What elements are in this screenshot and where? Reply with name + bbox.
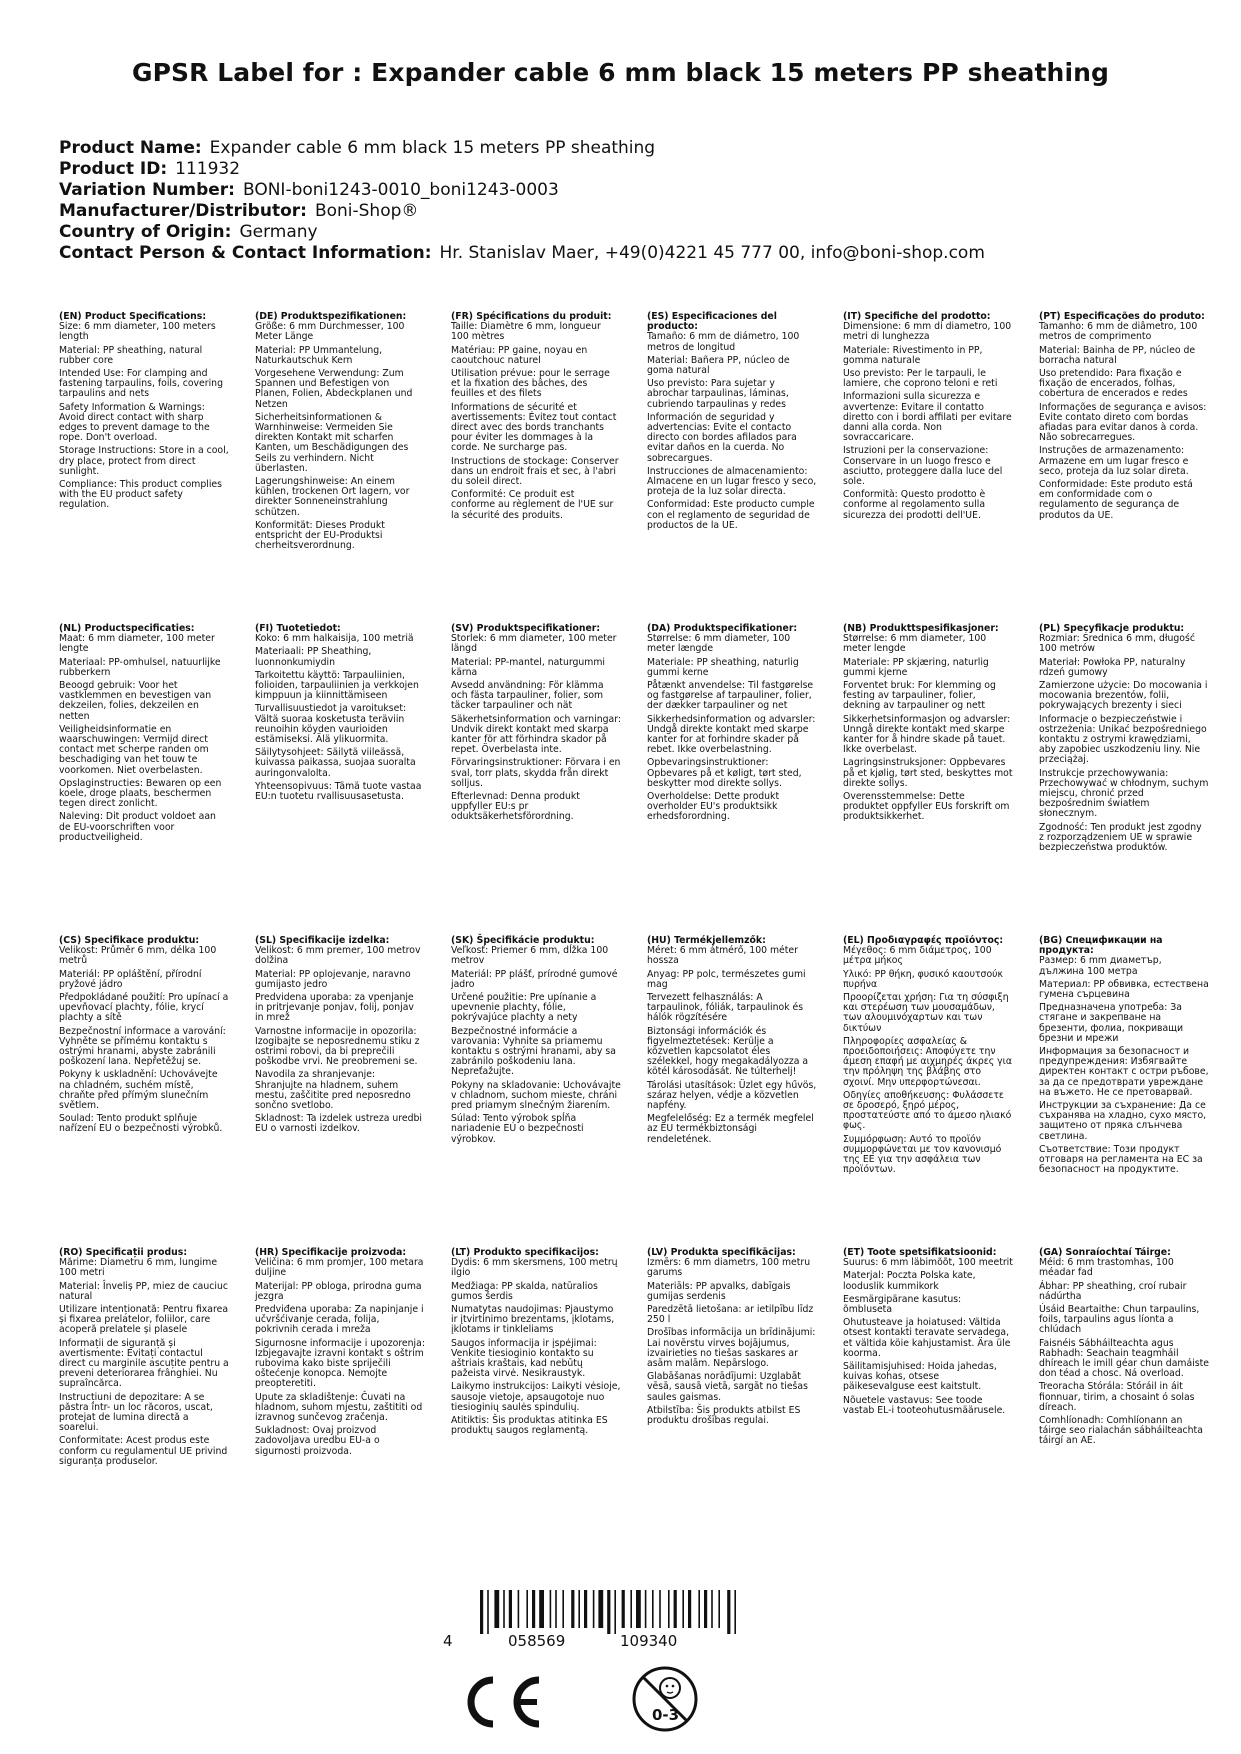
spec-heading: (NL) Productspecificaties:	[59, 623, 195, 634]
barcode-bar	[652, 1590, 654, 1628]
spec-heading: (SK) Špecifikácie produktu:	[451, 935, 595, 946]
spec-line: Skladnost: Ta izdelek ustreza uredbi EU o varnosti izdelkov.	[255, 1113, 423, 1135]
spec-line: Material: Bañera PP, núcleo de goma natural	[647, 354, 790, 377]
spec-heading: (BG) Спецификации на продукта:	[1039, 935, 1163, 957]
spec-line: Conformidade: Este produto está em conformidade com o regulamento de segurança de produtos da UE.	[1039, 479, 1193, 521]
spec-line: Drošības informācija un brīdinājumi: Lai novērstu virves bojājumus, izvairieties no tiešas saskares ar asām malām. Nepārslogo.	[647, 1327, 816, 1370]
spec-line: Anyag: PP polc, természetes gumi mag	[647, 968, 806, 990]
spec-line: Conformidad: Este producto cumple con el reglamento de seguridad de productos de la UE.	[647, 499, 815, 531]
spec-block	[59, 936, 229, 1138]
spec-line: Conformità: Questo prodotto è conforme al regolamento sulla sicurezza dei prodotti dell'UE.	[843, 489, 986, 521]
spec-line: Suurus: 6 mm läbimõõt, 100 meetrit	[843, 1257, 1013, 1269]
barcode-bar	[518, 1590, 520, 1628]
spec-line: Numatytas naudojimas: Pjaustymo ir įtvirtinimo brezentams, įklotams, įklotams ir tinkleliams	[451, 1304, 615, 1336]
spec-line: Velikost: 6 mm premer, 100 metrov dolžina	[255, 945, 421, 967]
spec-block	[451, 624, 621, 826]
spec-line: Biztonsági információk és figyelmeztetések: Kerülje a közvetlen kapcsolatot éles szélekkel, hogy megakadályozza a kötél károsodását. Ne túlterhelj!	[647, 1025, 809, 1078]
spec-line: Eesmärgipärane kasutus: õmbluseta	[843, 1293, 962, 1316]
spec-line: Saugos informacija ir įspėjimai: Venkite tiesioginio kontakto su aštriais kraštais, kad nebūtų pažeista virvė. Nesikraustyk.	[451, 1337, 597, 1380]
info-label: Contact Person & Contact Information:	[59, 243, 432, 263]
spec-line: Veľkosť: Priemer 6 mm, dĺžka 100 metrov	[451, 945, 609, 967]
spec-line: Størrelse: 6 mm diameter, 100 meter lengde	[843, 633, 987, 655]
info-label: Variation Number:	[59, 180, 235, 200]
spec-line: Conformité: Ce produit est conforme au règlement de l'UE sur la sécurité des produits.	[451, 489, 614, 521]
spec-line: Instrucciones de almacenamiento: Almacene en un lugar fresco y seco, proteja de la luz solar directa.	[647, 465, 817, 498]
info-label: Country of Origin:	[59, 222, 232, 242]
spec-line: Zamierzone użycie: Do mocowania i mocowania brezentów, folii, pokrywających brezenty i sieci	[1039, 680, 1208, 712]
spec-line: Naleving: Dit product voldoet aan de EU-voorschriften voor productveiligheid.	[59, 811, 216, 843]
spec-line: Conformitate: Acest produs este conform cu regulamentul UE privind siguranța produselor.	[59, 1435, 228, 1467]
barcode-bar	[584, 1590, 587, 1628]
spec-line: Intended Use: For clamping and fastening tarpaulins, foils, covering tarpaulins and nets	[59, 368, 223, 400]
info-label: Product Name:	[59, 138, 202, 158]
spec-line: Storage Instructions: Store in a cool, dry place, protect from direct sunlight.	[59, 445, 229, 477]
barcode-bar	[487, 1590, 489, 1634]
spec-line: Paredzētā lietošana: ar ietilpību līdz 250 l	[647, 1304, 814, 1326]
spec-line: Informations de sécurité et avertissements: Évitez tout contact direct avec des bords tranchants pour éviter les dommages à la corde. Ne surcharge pas.	[451, 401, 617, 454]
spec-heading: (PL) Specyfikacje produktu:	[1039, 623, 1185, 634]
info-value: Expander cable 6 mm black 15 meters PP sheathing	[209, 138, 656, 158]
spec-line: Materiaal: PP-omhulsel, natuurlijke rubberkern	[59, 656, 221, 678]
spec-heading: (RO) Specificații produs:	[59, 1247, 188, 1258]
barcode-bar	[539, 1590, 544, 1628]
spec-line: Lagerungshinweise: An einem kühlen, trockenen Ort lagern, vor direkter Sonneneinstrahlung schützen.	[255, 476, 410, 518]
spec-line: Μέγεθος: 6 mm διάμετρος, 100 μέτρα μήκος	[843, 945, 992, 967]
spec-line: Dydis: 6 mm skersmens, 100 metrų ilgio	[451, 1257, 618, 1279]
spec-line: Οδηγίες αποθήκευσης: Φυλάσσετε σε δροσερό, ξηρό μέρος, προστατεύστε από το άμεσο ηλιακό φως.	[843, 1089, 1012, 1132]
spec-line: Overholdelse: Dette produkt overholder EU's produktsikk erhedsforordning.	[647, 791, 780, 823]
spec-line: Dimensione: 6 mm di diametro, 100 metri di lunghezza	[843, 321, 1012, 343]
spec-block	[255, 312, 425, 554]
barcode-bar	[532, 1590, 535, 1628]
spec-line: Glabāšanas norādījumi: Uzglabāt vēsā, sausā vietā, sargāt no tiešas saules gaismas.	[647, 1371, 808, 1403]
spec-block	[255, 936, 425, 1138]
spec-line: Rozmiar: Średnica 6 mm, długość 100 metrów	[1039, 633, 1195, 655]
spec-line: Súlad: Tento výrobok spĺňa nariadenie EÚ o bezpečnosti výrobkov.	[451, 1113, 584, 1145]
spec-line: Vorgesehene Verwendung: Zum Spannen und Befestigen von Planen, Folien, Abdeckplanen und Netzen	[255, 368, 413, 410]
spec-line: Предназначена употреба: За стягане и закрепване на брезенти, фолиа, покриващи брезни и мрежи	[1039, 1002, 1183, 1044]
barcode-bar	[636, 1590, 641, 1628]
ce-mark-icon	[455, 1672, 545, 1732]
spec-line: Информация за безопасност и предупреждения: Избягвайте директен контакт с остри ръбове, за да се предотврати увреждане на въжето. Не се претоварвай.	[1039, 1046, 1209, 1098]
spec-line: Maat: 6 mm diameter, 100 meter lengte	[59, 633, 215, 655]
spec-block	[451, 312, 621, 524]
barcode	[440, 1590, 780, 1634]
spec-line: Material: PP Ummantelung, Naturkautschuk Kern	[255, 344, 383, 366]
spec-line: Uso previsto: Para sujetar y abrochar tarpaulinas, láminas, cubriendo tarpaulinas y redes	[647, 378, 789, 410]
spec-line: Säilytysohjeet: Säilytä viileässä, kuivassa paikassa, suojaa suoralta auringonvalolta.	[255, 747, 416, 779]
spec-line: Veličina: 6 mm promjer, 100 metara duljine	[255, 1257, 424, 1279]
age-label: 0-3	[652, 1706, 680, 1724]
spec-heading: (EN) Product Specifications:	[59, 311, 207, 322]
spec-line: Säkerhetsinformation och varningar: Undvik direkt kontakt med skarpa kanter för att förhindra skador på repet. Överbelasta inte.	[451, 713, 622, 756]
spec-line: Säilitamisjuhised: Hoida jahedas, kuivas kohas, otsese päikesevalguse eest kaitstult.	[843, 1361, 997, 1393]
spec-line: Předpokládané použití: Pro upínací a upevňovací plachty, fólie, krycí plachty a sítě	[59, 992, 229, 1024]
spec-line: Material: PP sheathing, natural rubber core	[59, 344, 203, 366]
spec-line: Uso pretendido: Para fixação e fixação de encerados, folhas, cobertura de encerados e redes	[1039, 368, 1188, 400]
spec-line: Upute za skladištenje: Čuvati na hladnom, suhom mjestu, zaštititi od izravnog sunčevog zračenja.	[255, 1391, 423, 1424]
barcode-bar	[614, 1590, 616, 1634]
barcode-bar	[494, 1590, 499, 1628]
spec-block	[255, 1248, 425, 1460]
spec-line: Προορίζεται χρήση: Για τη σύσφιξη και στερέωση των μουσαμάδων, των αλουμινόχαρτων και των δικτύων	[843, 992, 1009, 1034]
barcode-bar	[734, 1590, 736, 1634]
spec-block	[59, 312, 229, 514]
spec-line: Overensstemmelse: Dette produktet oppfyller EUs forskrift om produktsikkerhet.	[843, 791, 1010, 823]
spec-block	[647, 624, 817, 826]
barcode-bar	[727, 1590, 730, 1634]
spec-line: Storlek: 6 mm diameter, 100 meter längd	[451, 633, 617, 655]
spec-line: Pokyny na skladovanie: Uchovávajte v chladnom, suchom mieste, chráni pred priamym slnečným žiarením.	[451, 1079, 621, 1112]
spec-block	[843, 936, 1013, 1178]
spec-line: Méid: 6 mm trastomhas, 100 méadar fad	[1039, 1257, 1174, 1279]
spec-line: Påtænkt anvendelse: Til fastgørelse og fastgørelse af tarpauliner, folier, der dækker tarpauliner og net	[647, 680, 814, 712]
spec-line: Sukladnost: Ovaj proizvod zadovoljava uredbu EU-a o sigurnosti proizvoda.	[255, 1425, 380, 1457]
info-row	[59, 201, 985, 222]
spec-line: Velikost: Průměr 6 mm, délka 100 metrů	[59, 945, 217, 967]
barcode-bar	[562, 1590, 564, 1628]
barcode-bar	[698, 1590, 700, 1628]
info-value: 111932	[175, 159, 241, 179]
spec-line: Opbevaringsinstruktioner: Opbevares på et køligt, tørt sted, beskytter mod direkte sollys.	[647, 757, 802, 789]
spec-line: Soulad: Tento produkt splňuje nařízení EU o bezpečnosti výrobků.	[59, 1113, 223, 1135]
spec-line: Avsedd användning: För klämma och fästa tarpauliner, folier, som täcker tarpauliner och nät	[451, 680, 604, 712]
spec-line: Materiale: PP sheathing, naturlig gummi kerne	[647, 656, 799, 678]
spec-block	[59, 624, 229, 846]
spec-line: Laikymo instrukcijos: Laikyti vėsioje, sausoje vietoje, apsaugotoje nuo tiesioginių saulės spindulių.	[451, 1381, 621, 1413]
spec-line: Πληροφορίες ασφαλείας & προειδοποιήσεις: Αποφύγετε την άμεση επαφή με αιχμηρές άκρες για την πρόληψη της βλάβης στο σχοινί. Μην υπερφορτώνεσαι.	[843, 1035, 1012, 1088]
spec-line: Ábhar: PP sheathing, croí rubair nádúrtha	[1039, 1280, 1187, 1302]
spec-line: Utilizare intenționată: Pentru fixarea și fixarea prelatelor, foliilor, care acoperă prelatele și plasele	[59, 1304, 229, 1336]
spec-heading: (SL) Specifikacije izdelka:	[255, 935, 390, 946]
barcode-bar	[718, 1590, 720, 1628]
spec-line: Konformität: Dieses Produkt entspricht der EU-Produktsi cherheitsverordnung.	[255, 519, 385, 552]
spec-line: Size: 6 mm diameter, 100 meters length	[59, 321, 216, 343]
spec-line: Material: Bainha de PP, núcleo de borracha natural	[1039, 344, 1196, 366]
spec-block	[843, 624, 1013, 826]
barcode-bar	[571, 1590, 574, 1628]
spec-line: Materiaali: PP Sheathing, luonnonkumiydin	[255, 646, 372, 668]
spec-line: Predvidena uporaba: za vpenjanje in pritrjevanje ponjav, folij, ponjav in mrež	[255, 992, 414, 1024]
spec-heading: (ET) Toote spetsifikatsioonid:	[843, 1247, 997, 1258]
spec-heading: (LV) Produkta specifikācijas:	[647, 1247, 796, 1258]
page-title: GPSR Label for : Expander cable 6 mm black 15 meters PP sheathing	[131, 58, 1110, 87]
info-row	[59, 138, 985, 159]
spec-heading: (SV) Produktspecifikationer:	[451, 623, 601, 634]
info-row	[59, 180, 985, 201]
spec-line: Förvaringsinstruktioner: Förvara i en sval, torr plats, skydda från direkt solljus.	[451, 757, 621, 789]
spec-heading: (GA) Sonraíochtaí Táirge:	[1039, 1247, 1171, 1258]
spec-line: Información de seguridad y advertencias: Evite el contacto directo con bordes afilados para evitar daños en la cuerda. No sobrecargues.	[647, 411, 797, 464]
spec-heading: (PT) Especificações do produto:	[1039, 311, 1205, 322]
spec-line: Safety Information & Warnings: Avoid direct contact with sharp edges to prevent damage to the rope. Don't overload.	[59, 401, 210, 444]
spec-block	[1039, 312, 1209, 524]
info-value: Boni-Shop®	[314, 201, 419, 221]
info-value: Hr. Stanislav Maer, +49(0)4221 45 777 00, info@boni-shop.com	[439, 243, 985, 263]
spec-line: Zgodność: Ten produkt jest zgodny z rozporządzeniem UE w sprawie bezpieczeństwa produktów.	[1039, 821, 1202, 854]
spec-block	[843, 1248, 1013, 1419]
spec-heading: (EL) Προδιαγραφές προϊόντος:	[843, 935, 1004, 946]
spec-line: Izmērs: 6 mm diametrs, 100 metru garums	[647, 1257, 811, 1279]
spec-line: Größe: 6 mm Durchmesser, 100 Meter Länge	[255, 321, 405, 343]
spec-line: Sigurnosne informacije i upozorenja: Izbjegavajte izravni kontakt s oštrim rubovima kako biste spriječili oštećenje konopca. Nemojte preopteretiti.	[255, 1337, 425, 1390]
spec-line: Varnostne informacije in opozorila: Izogibajte se neposrednemu stiku z ostrimi robovi, da bi preprečili poškodbe vrvi. Ne preobremeni se.	[255, 1025, 420, 1068]
spec-line: Informacje o bezpieczeństwie i ostrzeżenia: Unikać bezpośredniego kontaktu z ostrymi krawędziami, aby zapobiec uszkodzeniu liny. Nie przeciążaj.	[1039, 713, 1207, 766]
spec-line: Turvallisuustiedot ja varoitukset: Vältä suoraa kosketusta teräviin reunoihin köyden vaurioiden estämiseksi. Älä ylikuormita.	[255, 703, 407, 746]
age-warning-icon	[630, 1664, 700, 1734]
spec-line: Instructions de stockage: Conserver dans un endroit frais et sec, à l'abri du soleil direct.	[451, 455, 619, 488]
spec-heading: (HR) Specifikacije proizvoda:	[255, 1247, 407, 1258]
spec-line: Материал: PP обвивка, естествена гумена сърцевина	[1039, 978, 1209, 1001]
spec-block	[451, 936, 621, 1148]
info-value: Germany	[239, 222, 318, 242]
spec-line: Yhteensopivuus: Tämä tuote vastaa EU:n tuotetu rvallisuusasetusta.	[255, 780, 422, 803]
spec-line: Predviđena uporaba: Za napinjanje i učvršćivanje cerada, folija, pokrivnih cerada i mreža	[255, 1304, 424, 1336]
spec-line: Materiał: Powłoka PP, naturalny rdzeń gumowy	[1039, 656, 1186, 678]
barcode-bar	[622, 1590, 625, 1628]
spec-line: Nõuetele vastavus: See toode vastab EL-i tooteohutusmäärusele.	[843, 1394, 1006, 1416]
barcode-bar	[550, 1590, 552, 1628]
spec-line: Opslaginstructies: Bewaren op een koele, droge plaats, beschermen tegen direct zonlicht.	[59, 777, 222, 810]
spec-line: Efterlevnad: Denna produkt uppfyller EU:s pr oduktsäkerhetsförordning.	[451, 791, 580, 823]
spec-line: Uso previsto: Per le tarpauli, le lamiere, che coprono teloni e reti	[843, 368, 998, 390]
spec-line: Størrelse: 6 mm diameter, 100 meter længde	[647, 633, 791, 655]
spec-heading: (DA) Produktspecifikationer:	[647, 623, 798, 634]
spec-line: Sicherheitsinformationen & Warnhinweise: Vermeiden Sie direkten Kontakt mit scharfen Kanten, um Beschädigungen des Seils zu verhindern. Nicht überlasten.	[255, 411, 409, 474]
spec-line: Compliance: This product complies with the EU product safety regulation.	[59, 479, 222, 511]
barcode-bar	[480, 1590, 483, 1634]
info-row	[59, 159, 985, 180]
spec-block	[1039, 624, 1209, 856]
spec-line: Comhlíonadh: Comhlíonann an táirge seo rialachán sábháilteachta táirgí an AE.	[1039, 1415, 1203, 1447]
spec-line: Informações de segurança e avisos: Evite contato direto com bordas afiadas para evitar danos à corda. Não sobrecarregues.	[1039, 401, 1207, 444]
info-label: Product ID:	[59, 159, 168, 179]
spec-heading: (HU) Termékjellemzők:	[647, 935, 766, 946]
spec-line: Atbilstība: Šis produkts atbilst ES produktu drošības regulai.	[647, 1404, 801, 1427]
spec-line: Instruções de armazenamento: Armazene em um lugar fresco e seco, proteja da luz solar direta.	[1039, 445, 1189, 477]
spec-line: Materijal: PP obloga, prirodna guma jezgra	[255, 1280, 422, 1302]
spec-heading: (NB) Produkttspesifikasjoner:	[843, 623, 999, 634]
spec-line: Istruzioni per la conservazione: Conservare in un luogo fresco e asciutto, proteggere dalla luce del sole.	[843, 445, 1003, 488]
product-info	[59, 138, 985, 264]
barcode-bar	[555, 1590, 557, 1628]
barcode-bar	[578, 1590, 580, 1628]
spec-block	[255, 624, 425, 805]
spec-block	[1039, 1248, 1209, 1450]
barcode-bar	[503, 1590, 505, 1628]
spec-line: Lagringsinstruksjoner: Oppbevares på et kjølig, tørt sted, beskyttes mot direkte sollys.	[843, 757, 1013, 789]
spec-line: Materiál: PP plášť, prírodné gumové jadro	[451, 968, 618, 990]
spec-line: Megfelelőség: Ez a termék megfelel az EU termékbiztonsági rendeletének.	[647, 1113, 814, 1145]
barcode-digits-left: 058569	[508, 1632, 566, 1650]
spec-heading: (CS) Specifikace produktu:	[59, 935, 200, 946]
info-value: BONI-boni1243-0010_boni1243-0003	[242, 180, 559, 200]
spec-line: Informazioni sulla sicurezza e avvertenze: Evitare il contatto diretto con i bordi affilati per evitare danni alla corda. Non sovraccaricare.	[843, 391, 1012, 444]
spec-line: Veiligheidsinformatie en waarschuwingen: Vermijd direct contact met scherpe randen om beschadiging van het touw te voorkomen. Niet overbelasten.	[59, 723, 209, 776]
spec-line: Bezpečnostní informace a varování: Vyhněte se přímému kontaktu s ostrými hranami, abyste zabránili poškození lana. Nepřetěžuj se.	[59, 1025, 226, 1068]
spec-line: Utilisation prévue: pour le serrage et la fixation des bâches, des feuilles et des filets	[451, 368, 610, 400]
barcode-bar	[704, 1590, 707, 1628]
barcode-digit-first: 4	[443, 1632, 453, 1650]
barcode-bar	[711, 1590, 713, 1628]
barcode-bar	[607, 1590, 610, 1634]
spec-line: Koko: 6 mm halkaisija, 100 metriä	[255, 633, 414, 645]
spec-line: Úsáid Beartaithe: Chun tarpaulins, foils, tarpaulins agus líonta a chlúdach	[1039, 1304, 1200, 1336]
spec-line: Atitiktis: Šis produktas atitinka ES produktų saugos reglamentą.	[451, 1415, 608, 1437]
spec-heading: (FI) Tuotetiedot:	[255, 623, 341, 634]
barcode-bar	[593, 1590, 595, 1628]
spec-line: Bezpečnostné informácie a varovania: Vyhnite sa priamemu kontaktu s ostrými hranami, aby sa zabránilo poškodeniu lana. Nepreťažujte.	[451, 1025, 616, 1078]
spec-line: Tarkoitettu käyttö: Tarpauliinien, folioiden, tarpauliinien ja verkkojen kimppuun ja kiinnittämiseen	[255, 669, 419, 702]
barcode-bar	[526, 1590, 528, 1628]
spec-line: Material: Înveliș PP, miez de cauciuc natural	[59, 1280, 228, 1302]
spec-line: Instrucțiuni de depozitare: A se păstra într- un loc răcoros, uscat, protejat de lumina directă a soarelui.	[59, 1391, 213, 1434]
spec-line: Инструкции за съхранение: Да се съхранява на хладно, сухо място, защитено от пряка слънчева светлина.	[1039, 1100, 1207, 1142]
barcode-bar	[688, 1590, 691, 1628]
spec-line: Navodila za shranjevanje: Shranjujte na hladnem, suhem mestu, zaščitite pred neposredno sončno svetlobo.	[255, 1069, 411, 1112]
spec-line: Určené použitie: Pre upínanie a upevnenie plachty, fólie, pokrývajúce plachty a nety	[451, 992, 597, 1024]
spec-line: Tervezett felhasználás: A tarpaulinok, fóliák, tarpaulinok és hálók rögzítésére	[647, 992, 804, 1024]
barcode-bar	[645, 1590, 647, 1628]
spec-line: Materiale: PP skjæring, naturlig gummi kjerne	[843, 656, 989, 678]
spec-line: Συμμόρφωση: Αυτό το προϊόν συμμορφώνεται με τον κανονισμό της ΕΕ για την ασφάλεια των προϊόντων.	[843, 1133, 1002, 1176]
spec-block	[647, 936, 817, 1148]
spec-heading: (DE) Produktspezifikationen:	[255, 311, 407, 322]
barcode-bar	[659, 1590, 661, 1628]
spec-line: Informații de siguranță și avertismente: Evitați contactul direct cu marginile ascuțite pentru a preveni deteriorarea frânghiei. Nu supraîncărca.	[59, 1337, 229, 1390]
barcode-bar	[598, 1590, 603, 1628]
spec-line: Materiale: Rivestimento in PP, gomma naturale	[843, 344, 983, 366]
spec-line: Matériau: PP gaine, noyau en caoutchouc naturel	[451, 344, 588, 366]
spec-block	[59, 1248, 229, 1470]
info-label: Manufacturer/Distributor:	[59, 201, 307, 221]
spec-line: Υλικό: PP θήκη, φυσικό καουτσούκ πυρήνα	[843, 968, 1003, 990]
spec-heading: (FR) Spécifications du produit:	[451, 311, 612, 322]
spec-block	[647, 1248, 817, 1429]
spec-block	[451, 1248, 621, 1439]
spec-block	[843, 312, 1013, 524]
spec-heading: (ES) Especificaciones del producto:	[647, 311, 777, 333]
spec-line: Treoracha Stórála: Stóráil in áit fionnuar, tirim, a chosaint ó solas díreach.	[1039, 1381, 1195, 1413]
info-row	[59, 222, 985, 243]
barcode-bar	[630, 1590, 632, 1628]
spec-line: Beoogd gebruik: Voor het vastklemmen en bevestigen van dekzeilen, folies, dekzeilen en netten	[59, 680, 212, 722]
spec-block	[647, 312, 817, 534]
barcode-bar	[509, 1590, 512, 1628]
spec-line: Forventet bruk: For klemming og festing av tarpauliner, folier, dekning av tarpauliner og nett	[843, 680, 996, 712]
spec-line: Tamanho: 6 mm de diâmetro, 100 metros de comprimento	[1039, 321, 1198, 343]
info-row	[59, 243, 985, 264]
spec-line: Faisnéis Sábháilteachta agus Rabhadh: Seachain teagmháil dhíreach le imill géar chun damáiste don téad a chosc. Ná overload.	[1039, 1337, 1209, 1380]
spec-line: Instrukcje przechowywania: Przechowywać w chłodnym, suchym miejscu, chronić przed bezpośrednim światłem słonecznym.	[1039, 767, 1209, 820]
spec-line: Materiál: PP opláštění, přírodní pryžové jádro	[59, 968, 202, 990]
spec-line: Méret: 6 mm átmérő, 100 méter hossza	[647, 945, 798, 967]
barcode-bar	[674, 1590, 677, 1628]
spec-line: Pokyny k uskladnění: Uchovávejte na chladném, suchém místě, chraňte před přímým slunečním světlem.	[59, 1069, 218, 1112]
spec-line: Material: PP-mantel, naturgummi kärna	[451, 656, 605, 678]
spec-line: Medžiaga: PP skalda, natūralios gumos šerdis	[451, 1280, 598, 1302]
spec-line: Material: PP oplojevanje, naravno gumijasto jedro	[255, 968, 411, 990]
spec-line: Taille: Diamètre 6 mm, longueur 100 mètres	[451, 321, 601, 343]
spec-line: Sikkerhetsinformasjon og advarsler: Unngå direkte kontakt med skarpe kanter for å hindre skade på tauet. Ikke overbelast.	[843, 713, 1011, 756]
barcode-digits-right: 109340	[620, 1632, 678, 1650]
spec-block	[1039, 936, 1209, 1178]
spec-line: Ohutusteave ja hoiatused: Vältida otsest kontakti teravate servadega, et vältida köie kahjustamist. Ära üle koorma.	[843, 1317, 1011, 1359]
spec-line: Materjal: Poczta Polska kate, looduslik kummikork	[843, 1270, 976, 1292]
spec-line: Mărime: Diametru 6 mm, lungime 100 metri	[59, 1257, 218, 1279]
spec-line: Tamaño: 6 mm de diámetro, 100 metros de longitud	[647, 331, 800, 353]
spec-line: Съответствие: Този продукт отговаря на регламента на ЕС за безопасност на продуктите.	[1039, 1143, 1203, 1176]
spec-line: Materiāls: PP apvalks, dabīgais gumijas serdenis	[647, 1280, 791, 1302]
spec-heading: (IT) Specifiche del prodotto:	[843, 311, 991, 322]
spec-line: Sikkerhedsinformation og advarsler: Undgå direkte kontakt med skarpe kanter for at forhindre skader på rebet. Ikke overbelastning.	[647, 713, 816, 756]
barcode-bar	[682, 1590, 684, 1628]
spec-line: Размер: 6 mm диаметър, дължина 100 метра	[1039, 955, 1162, 977]
spec-line: Tárolási utasítások: Üzlet egy hűvös, száraz helyen, védje a közvetlen napfény.	[647, 1079, 817, 1112]
barcode-bar	[668, 1590, 670, 1628]
spec-heading: (LT) Produkto specifikacijos:	[451, 1247, 599, 1258]
